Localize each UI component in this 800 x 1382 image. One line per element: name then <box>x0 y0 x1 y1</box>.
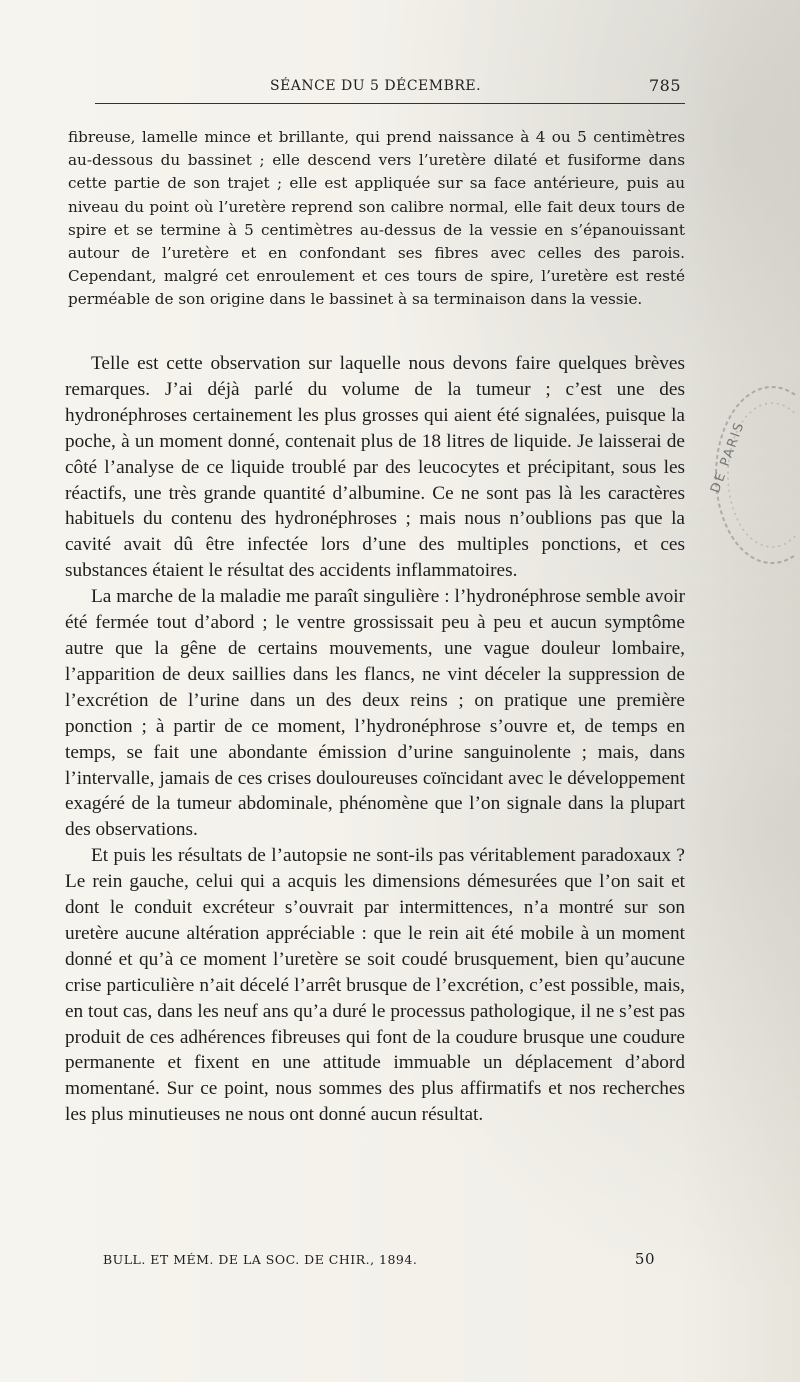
paragraph: La marche de la maladie me paraît singulière : l’hydronéphrose semble avoir été fermée tout d’abord ; le ventre grossissait peu à peu et aucun symptôme autre que la gêne de certains mouvements, une vague douleur lombaire, l’apparition de deux saillies dans les flancs, ne vint déceler la suppression de l’excrétion de l’urine dans un des deux reins ; on pratique une première ponction ; à partir de ce moment, l’hydronéphrose s’ouvre et, de temps en temps, se fait une abondante émission d’urine sanguinolente ; mais, dans l’intervalle, jamais de ces crises douloureuses coïncidant avec le développement exagéré de la tumeur abdominale, phénomène que l’on signale dans la plupart des observations. <box>65 586 685 841</box>
signature-mark: 50 <box>634 1250 655 1268</box>
body-text <box>65 351 685 1128</box>
page-number: 785 <box>648 76 681 95</box>
library-stamp <box>700 380 796 570</box>
running-header <box>95 76 685 100</box>
paragraph: Telle est cette observation sur laquelle nous devons faire quelques brèves remarques. J’ai déjà parlé du volume de la tumeur ; c’est une des hydronéphroses certainement les plus grosses qui aient été signalées, puisque la poche, à un moment donné, contenait plus de 18 litres de liquide. Je laisserai de côté l’analyse de ce liquide troublé par des leucocytes et précipitant, sous les réactifs, une très grande quantité d’albumine. Ce ne sont pas là les caractères habituels du contenu des hydronéphroses ; mais nous n’oublions pas que la cavité avait dû être infectée lors d’une des multiples ponctions, et ces substances étaient le résultat des accidents inflammatoires. <box>65 353 685 582</box>
header-rule <box>95 103 685 104</box>
continued-paragraph-text: fibreuse, lamelle mince et brillante, qui prend naissance à 4 ou 5 centimètres au-dessous du bassinet ; elle descend vers l’uretère dilaté et fusiforme dans cette partie de son trajet ; elle est appliquée sur sa face antérieure, puis au niveau du point où l’uretère reprend son calibre normal, elle fait deux tours de spire et se termine à 5 centimètres au-dessus de la vessie en s’épanouissant autour de l’uretère et en confondant ses fibres avec celles des parois. Cependant, malgré cet enroulement et ces tours de spire, l’uretère est resté perméable de son origine dans le bassinet à sa terminaison dans la vessie. <box>68 128 685 309</box>
paragraph: Et puis les résultats de l’autopsie ne sont-ils pas véritablement paradoxaux ? Le rein gauche, celui qui a acquis les dimensions démesurées que l’on sait et dont le conduit excréteur s’ouvrait par intermittences, n’a montré sur son uretère aucune altération appréciable : que le rein ait été mobile à un moment donné et qu’à ce moment l’uretère se soit coudé brusquement, bien qu’aucune crise particulière n’ait décelé l’arrêt brusque de l’excrétion, c’est possible, mais, en tout cas, dans les neuf ans qu’a duré le processus pathologique, il ne s’est pas produit de ces adhérences fibreuses qui font de la coudure brusque une coudure permanente et fixent en une attitude immuable un déplacement d’abord momentané. Sur ce point, nous sommes des plus affirmatifs et nos recherches les plus minutieuses ne nous ont donné aucun résultat. <box>65 845 685 1126</box>
stamp-text: DE PARIS <box>708 419 748 496</box>
journal-reference: BULL. ET MÉM. DE LA SOC. DE CHIR., 1894. <box>103 1252 418 1267</box>
continued-paragraph <box>68 126 685 312</box>
header-title: SÉANCE DU 5 DÉCEMBRE. <box>270 78 482 94</box>
page-footer <box>103 1250 663 1272</box>
